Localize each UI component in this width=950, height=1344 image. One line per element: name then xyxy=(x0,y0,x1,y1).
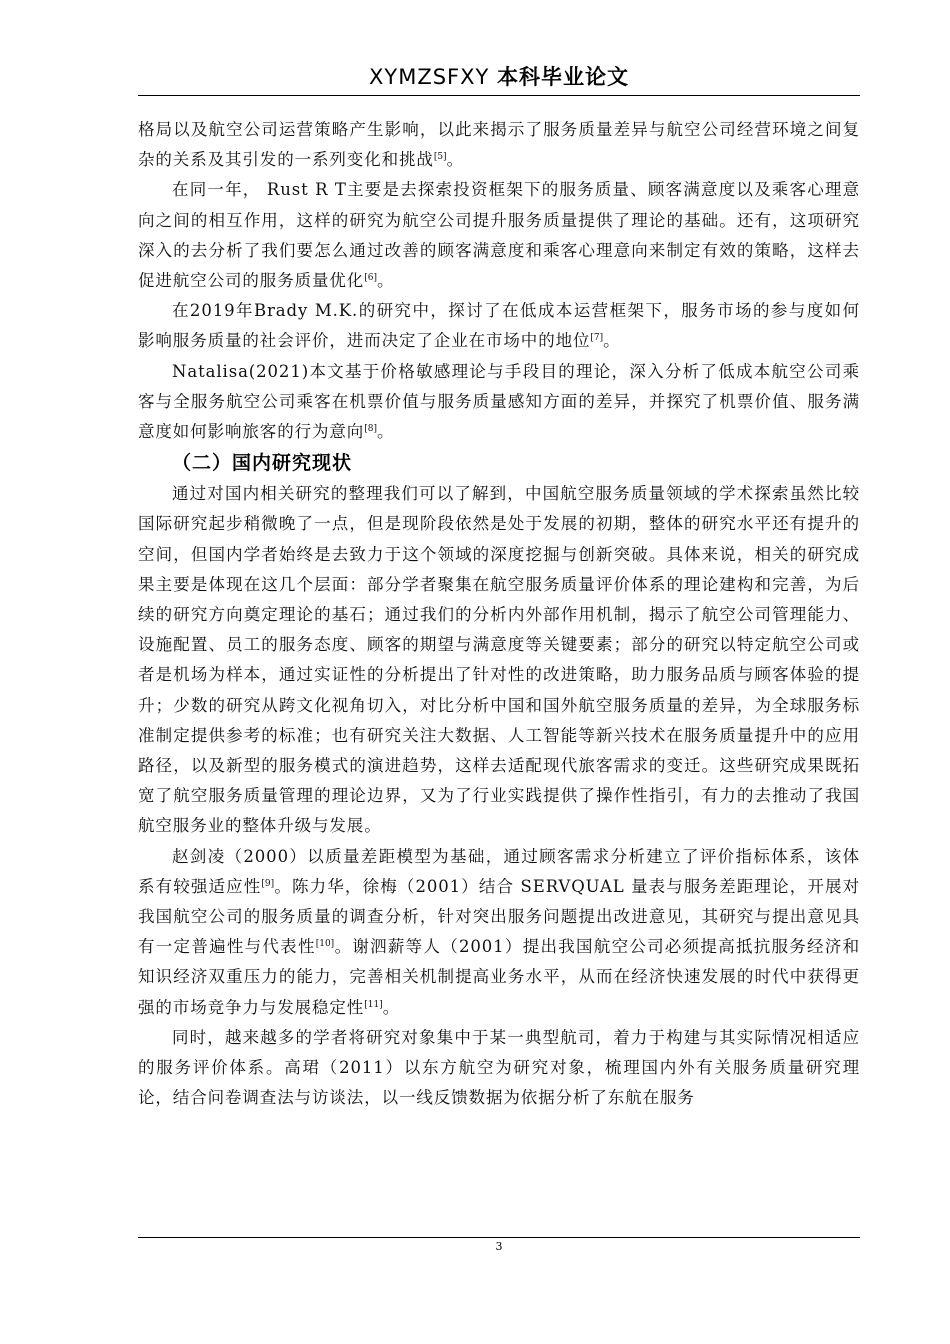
citation: [9] xyxy=(261,878,275,889)
punctuation: 。 xyxy=(376,422,395,442)
paragraph xyxy=(138,1023,860,1114)
paragraph-text: 同时，越来越多的学者将研究对象集中于某一典型航司，着力于构建与其实际情况相适应的服务评价体系。高珺（2011）以东方航空为研究对象，梳理国内外有关服务质量研究理论，结合问卷调查法与访谈法，以一线反馈数据为依据分析了东航在服务 xyxy=(138,1027,860,1108)
paragraph-text: 。谢泗薪等人（2001）提出我国航空公司必须提高抵抗服务经济和知识经济双重压力的能力，完善相关机制提高业务水平，从而在经济快速发展的时代中获得更强的市场竞争力与发展稳定性 xyxy=(138,937,860,1017)
paragraph xyxy=(138,175,860,296)
paragraph-text: 赵剑凌（2000）以质量差距模型为基础，通过顾客需求分析建立了评价指标体系，该体系有较强适应性 xyxy=(138,846,860,896)
footer-rule xyxy=(138,1237,860,1238)
paragraph-text: Natalisa(2021)本文基于价格敏感理论与手段目的理论，深入分析了低成本航空公司乘客与全服务航空公司乘客在机票价值与服务质量感知方面的差异，并探究了机票价值、服务满意度如何影响旅客的行为意向 xyxy=(138,361,860,442)
citation: [11] xyxy=(364,999,383,1010)
section-heading: （二）国内研究现状 xyxy=(172,452,353,475)
paragraph-text: 在2019年Brady M.K.的研究中，探讨了在低成本运营框架下，服务市场的参与度如何影响服务质量的社会评价，进而决定了企业在市场中的地位 xyxy=(138,301,860,351)
citation: [8] xyxy=(364,424,377,435)
paragraph-text: 在同一年， Rust R T主要是去探索投资框架下的服务质量、顾客满意度以及乘客心理意向之间的相互作用，这样的研究为航空公司提升服务质量提供了理论的基础。还有，这项研究深入的去分析了我们要怎么通过改善的顾客满意度和乘客心理意向来制定有效的策略，这样去促进航空公司的服务质量优化 xyxy=(138,180,860,291)
paragraph xyxy=(138,357,860,448)
citation: [6] xyxy=(364,273,377,284)
paragraph-text: 格局以及航空公司运营策略产生影响，以此来揭示了服务质量差异与航空公司经营环境之间复杂的关系及其引发的一系列变化和挑战 xyxy=(138,120,860,170)
page-number: 3 xyxy=(495,1240,503,1253)
punctuation: 。 xyxy=(446,150,464,170)
header-rule xyxy=(138,95,860,96)
paragraph-text: 通过对国内相关研究的整理我们可以了解到，中国航空服务质量领域的学术探索虽然比较国际研究起步稍微晚了一点，但是现阶段依然是处于发展的初期，整体的研究水平还有提升的空间，但国内学者始终是去致力于这个领域的深度挖掘与创新突破。具体来说，相关的研究成果主要是体现在这几个层面：部分学者聚集在航空服务质量评价体系的理论建构和完善，为后续的研究方向奠定理论的基石；通过我们的分析内外部作用机制，揭示了航空公司管理能力、设施配置、员工的服务态度、顾客的期望与满意度等关键要素；部分的研究以特定航空公司或者是机场为样本，通过实证性的分析提出了针对性的改进策略，助力服务品质与顾客体验的提升；少数的研究从跨文化视角切入，对比分析中国和国外航空服务质量的差异，为全球服务标准制定提供参考的标准；也有研究关注大数据、人工智能等新兴技术在服务质量提升中的应用路径，以及新型的服务模式的演进趋势，这样去适配现代旅客需求的变迁。这些研究成果既拓宽了航空服务质量管理的理论边界，又为了行业实践提供了操作性指引，有力的去推动了我国航空服务业的整体升级与发展。 xyxy=(138,484,860,836)
document-body xyxy=(138,115,860,1114)
paragraph xyxy=(138,479,860,841)
punctuation: 。 xyxy=(376,271,395,291)
punctuation: 。 xyxy=(382,997,401,1017)
header-title: 本科毕业论文 xyxy=(497,65,630,89)
paragraph xyxy=(138,296,860,356)
punctuation: 。 xyxy=(603,331,621,351)
paragraph xyxy=(138,842,860,1023)
citation: [5] xyxy=(433,152,447,163)
page-header xyxy=(138,62,860,92)
header-code: XYMZSFXY xyxy=(368,65,490,89)
paragraph-text: 。陈力华，徐梅（2001）结合 SERVQUAL 量表与服务差距理论，开展对我国航空公司的服务质量的调查分析，针对突出服务问题提出改进意见，其研究与提出意见具有一定普遍性与代表性 xyxy=(138,876,860,957)
citation: [7] xyxy=(590,333,604,344)
citation: [10] xyxy=(315,939,335,950)
paragraph xyxy=(138,115,860,175)
